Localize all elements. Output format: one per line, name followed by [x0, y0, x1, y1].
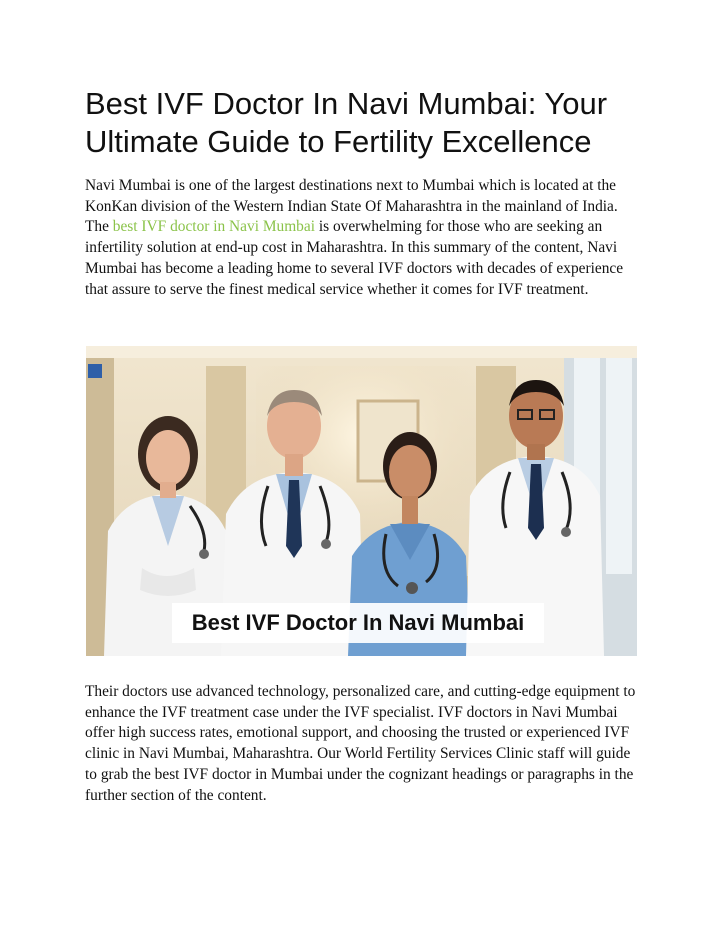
doctors-hero-image [86, 346, 637, 656]
intro-text-after-link: is overwhelming for those who are seeking an infertility solution at end-up cost in Maharashtra. In this summary of the content, Navi Mumbai has become a leading home to several IVF doctors with decades of experience that assure to serve the finest medical service whether it comes for IVF treatment. [85, 218, 624, 298]
body-paragraph: Their doctors use advanced technology, personalized care, and cutting-edge equipment to enhance the IVF treatment case under the IVF specialist. IVF doctors in Navi Mumbai offer high success rates, emotional support, and choosing the trusted or experienced IVF clinic in Navi Mumbai, Maharashtra. Our World Fertility Services Clinic staff will guide to grab the best IVF doctor in Mumbai under the cognizant headings or paragraphs in the further section of the content. [85, 683, 636, 804]
image-caption: Best IVF Doctor In Navi Mumbai [172, 603, 544, 643]
intro-paragraph [85, 176, 645, 300]
intro-text-before-link: Navi Mumbai is one of the largest destinations next to Mumbai which is located at the KonKan division of the Western Indian State Of Maharashtra in the mainland of India. The [85, 177, 618, 236]
best-ivf-doctor-link[interactable]: best IVF doctor in Navi Mumbai [112, 218, 315, 236]
page-title: Best IVF Doctor In Navi Mumbai: Your Ultimate Guide to Fertility Excellence [85, 86, 608, 159]
